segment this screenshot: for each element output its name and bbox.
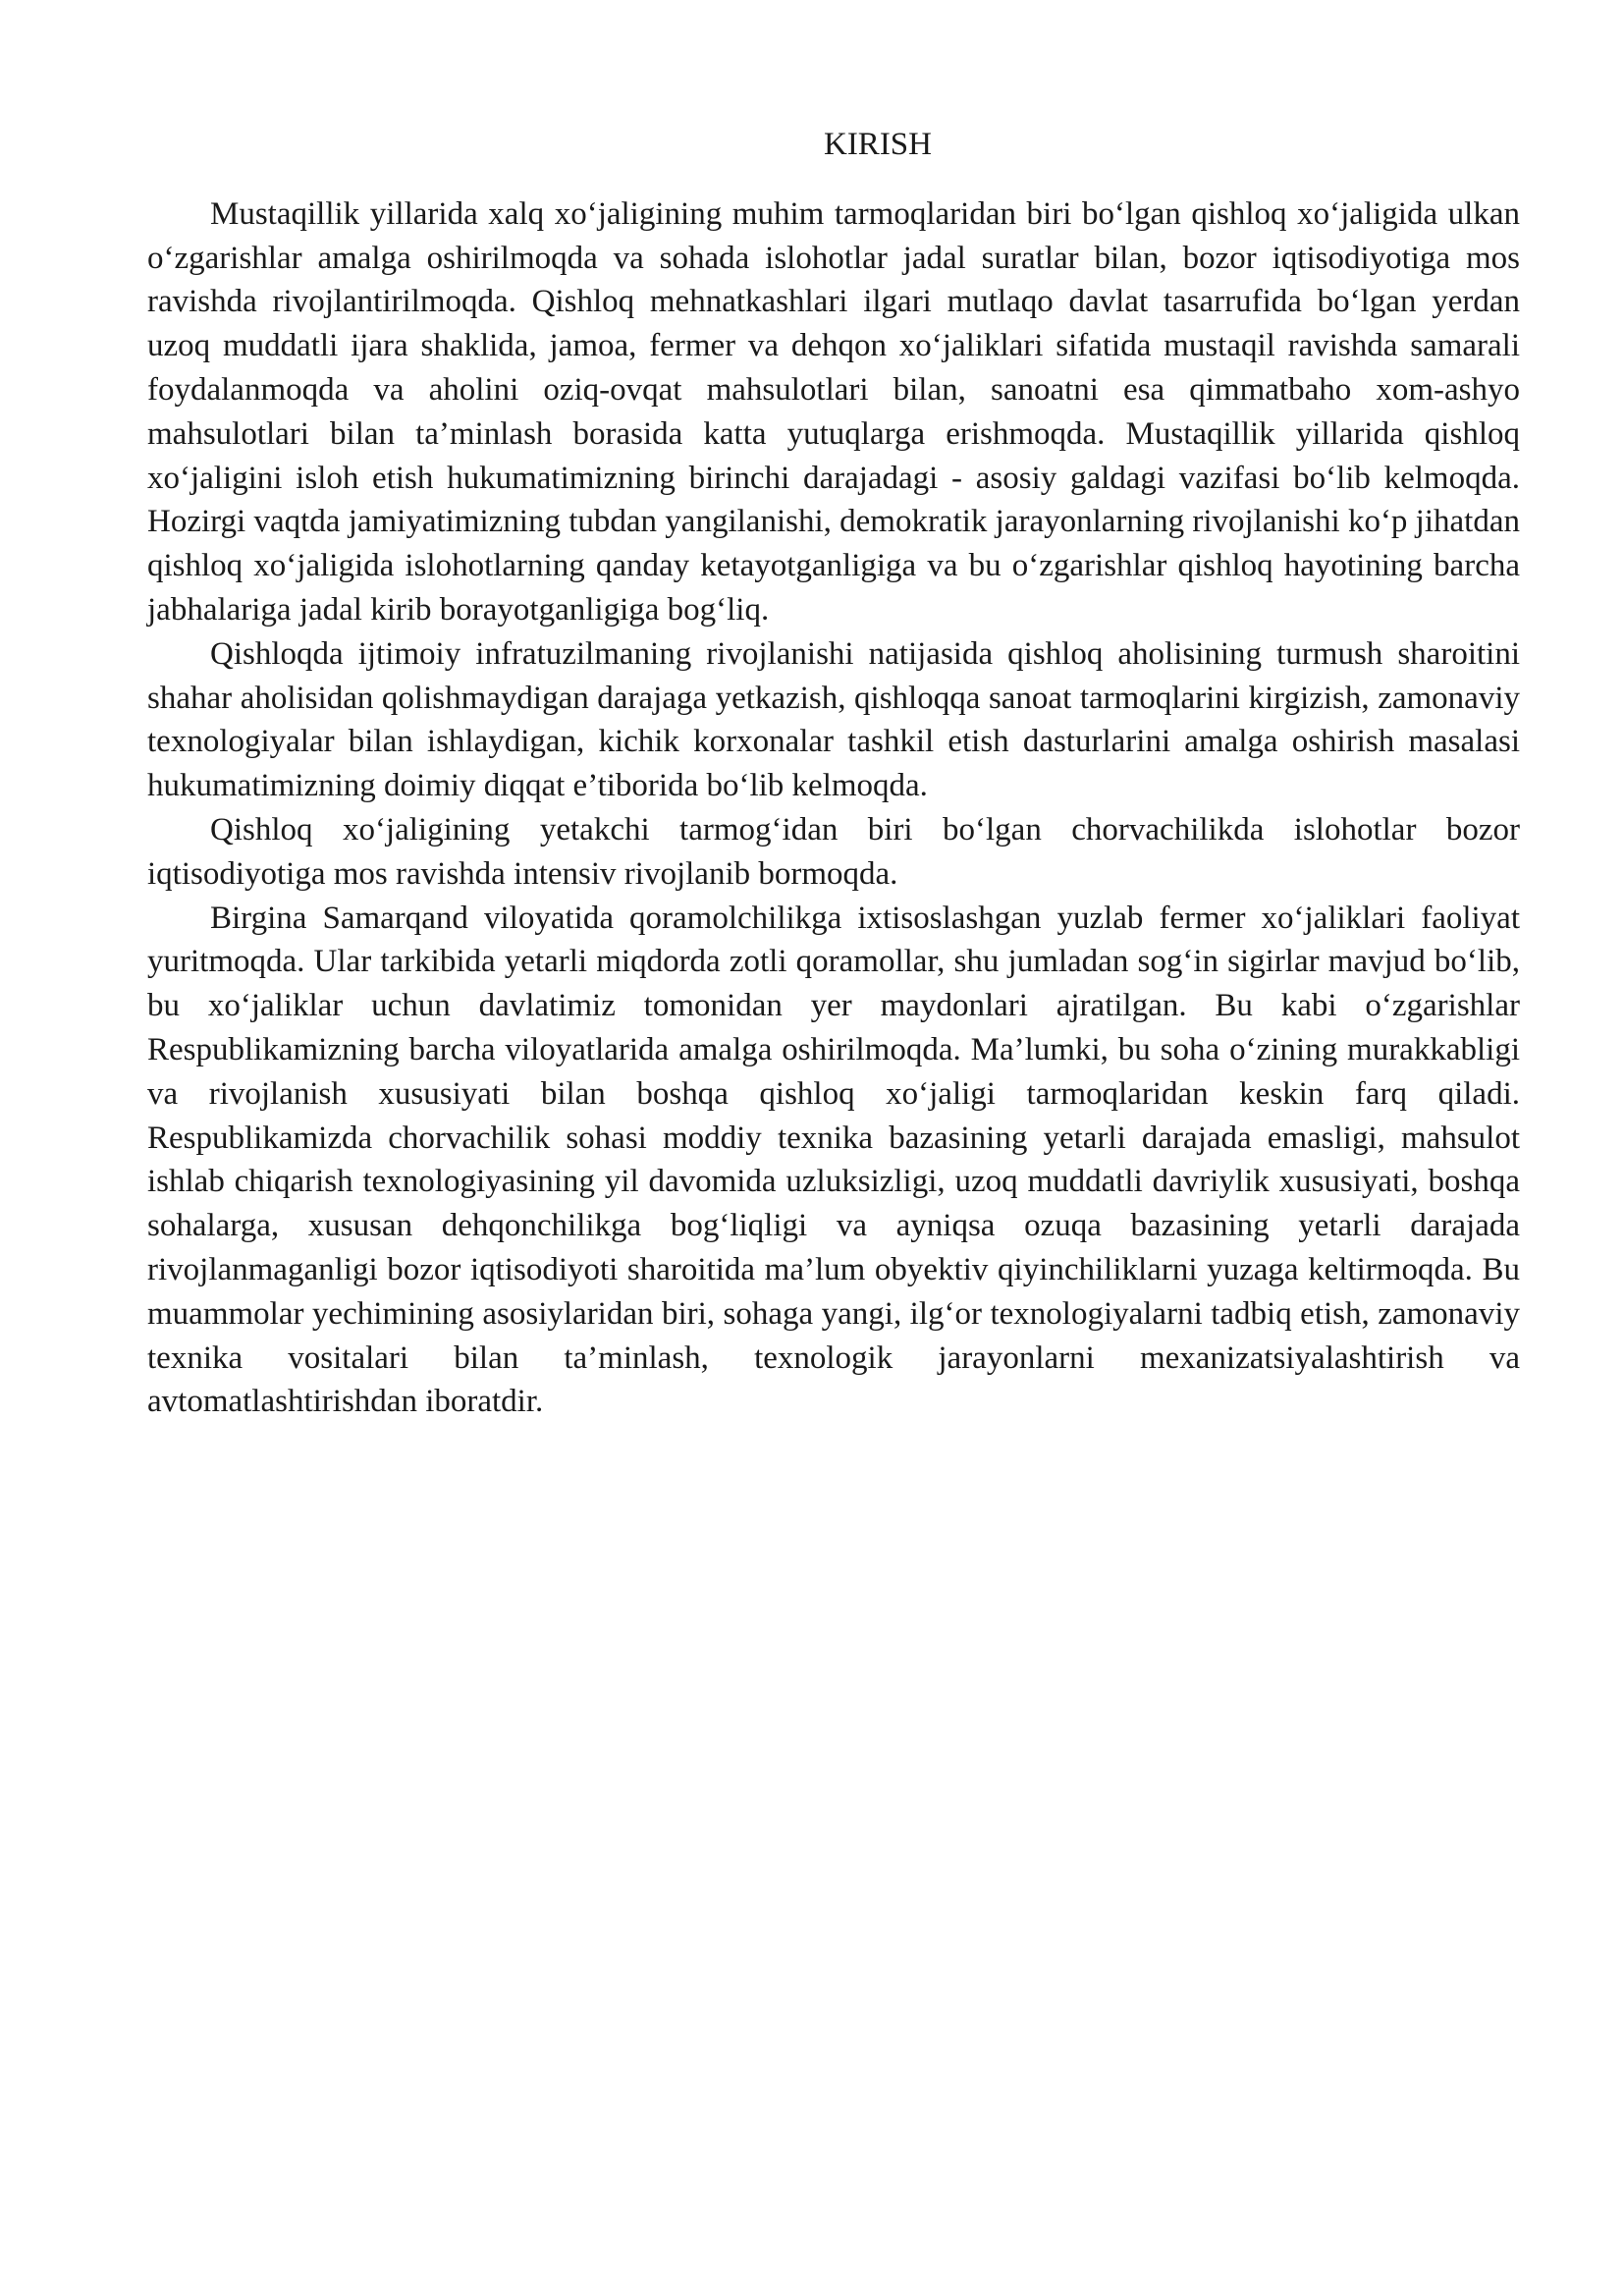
document-body: [147, 123, 1520, 1424]
paragraph-4: Birgina Samarqand viloyatida qoramolchilikga ixtisoslashgan yuzlab fermer xo‘jaliklari faoliyat yuritmoqda. Ular tarkibida yetarli miqdorda zotli qoramollar, shu jumladan sog‘in sigirlar mavjud bo‘lib, bu xo‘jaliklar uchun davlatimiz tomonidan yer maydonlari ajratilgan. Bu kabi o‘zgarishlar Respublikamizning barcha viloyatlarida amalga oshirilmoqda. Ma’lumki, bu soha o‘zining murakkabligi va rivojlanish xususiyati bilan boshqa qishloq xo‘jaligi tarmoqlaridan keskin farq qiladi. Respublikamizda chorvachilik sohasi moddiy texnika bazasining yetarli darajada emasligi, mahsulot ishlab chiqarish texnologiyasining yil davomida uzluksizligi, uzoq muddatli davriylik xususiyati, boshqa sohalarga, xususan dehqonchilikga bog‘liqligi va ayniqsa ozuqa bazasining yetarli darajada rivojlanmaganligi bozor iqtisodiyoti sharoitida ma’lum obyektiv qiyinchiliklarni yuzaga keltirmoqda. Bu muammolar yechimining asosiylaridan biri, sohaga yangi, ilg‘or texnologiyalarni tadbiq etish, zamonaviy texnika vositalari bilan ta’minlash, texnologik jarayonlarni mexanizatsiyalashtirish va avtomatlashtirishdan iboratdir.: [147, 900, 1520, 1420]
paragraph-2: Qishloqda ijtimoiy infratuzilmaning rivojlanishi natijasida qishloq aholisining turmush sharoitini shahar aholisidan qolishmaydigan darajaga yetkazish, qishloqqa sanoat tarmoqlarini kirgizish, zamonaviy texnologiyalar bilan ishlaydigan, kichik korxonalar tashkil etish dasturlarini amalga oshirish masalasi hukumatimizning doimiy diqqat e’tiborida bo‘lib kelmoqda.: [147, 635, 1520, 804]
page-title: KIRISH: [823, 127, 932, 162]
paragraph-1: Mustaqillik yillarida xalq xo‘jaligining muhim tarmoqlaridan biri bo‘lgan qishloq xo‘jaligida ulkan o‘zgarishlar amalga oshirilmoqda va sohada islohotlar jadal suratlar bilan, bozor iqtisodiyotiga mos ravishda rivojlantirilmoqda. Qishloq mehnatkashlari ilgari mutlaqo davlat tasarrufida bo‘lgan yerdan uzoq muddatli ijara shaklida, jamoa, fermer va dehqon xo‘jaliklari sifatida mustaqil ravishda samarali foydalanmoqda va aholini oziq-ovqat mahsulotlari bilan, sanoatni esa qimmatbaho xom-ashyo mahsulotlari bilan ta’minlash borasida katta yutuqlarga erishmoqda. Mustaqillik yillarida qishloq xo‘jaligini isloh etish hukumatimizning birinchi darajadagi - asosiy galdagi vazifasi bo‘lib kelmoqda. Hozirgi vaqtda jamiyatimizning tubdan yangilanishi, demokratik jarayonlarning rivojlanishi ko‘p jihatdan qishloq xo‘jaligida islohotlarning qanday ketayotganligiga va bu o‘zgarishlar qishloq hayotining barcha jabhalariga jadal kirib borayotganligiga bog‘liq.: [147, 195, 1520, 628]
paragraph-3: Qishloq xo‘jaligining yetakchi tarmog‘idan biri bo‘lgan chorvachilikda islohotlar bozor iqtisodiyotiga mos ravishda intensiv rivojlanib bormoqda.: [147, 811, 1520, 892]
